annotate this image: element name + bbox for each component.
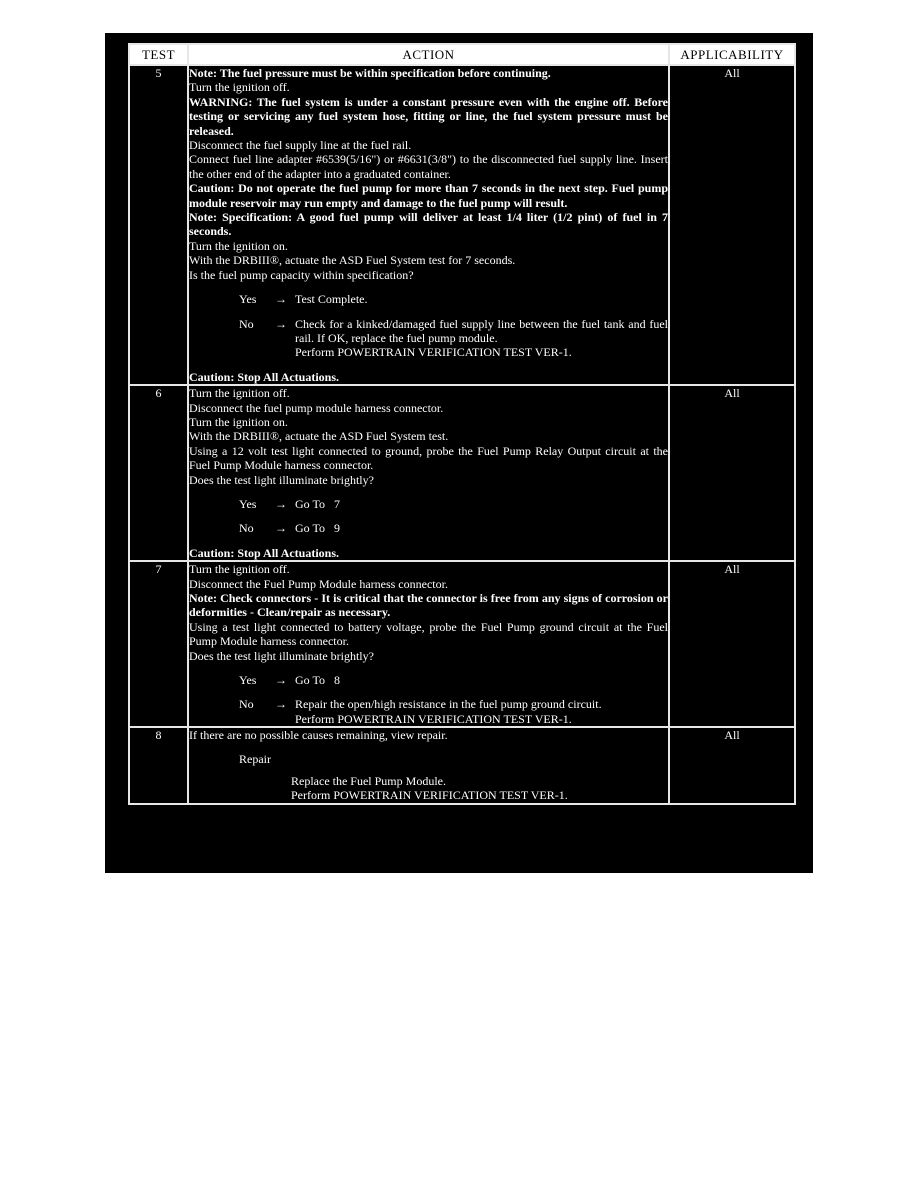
repair-label: Repair bbox=[239, 751, 271, 766]
action-line: Turn the ignition on. bbox=[189, 238, 288, 253]
action-line: With the DRBIII®, actuate the ASD Fuel System test for 7 seconds. bbox=[189, 253, 516, 268]
action-line: Using a 12 volt test light connected to ground, probe the Fuel Pump Relay Output circuit at the Fuel Pump Module harness connector. bbox=[189, 443, 668, 473]
table-row-test-8 bbox=[129, 727, 795, 804]
yes-result: Go To 7 bbox=[295, 496, 340, 511]
header-action: ACTION bbox=[188, 44, 669, 65]
verification-text: Perform POWERTRAIN VERIFICATION TEST VER-1. bbox=[295, 345, 572, 360]
question-line: Is the fuel pump capacity within specification? bbox=[189, 267, 414, 282]
action-line: Note: The fuel pressure must be within specification before continuing. bbox=[189, 66, 551, 80]
action-line: Disconnect the Fuel Pump Module harness connector. bbox=[189, 576, 448, 591]
action-cell bbox=[188, 727, 669, 804]
no-result bbox=[295, 697, 668, 726]
applicability-value: All bbox=[669, 727, 795, 804]
test-number: 7 bbox=[129, 561, 188, 727]
action-cell bbox=[188, 385, 669, 561]
action-line: Connect fuel line adapter #6539(5/16") or #6631(3/8") to the disconnected fuel supply line. Insert the other end of the adapter into a graduated container. bbox=[189, 152, 668, 181]
yes-label: Yes bbox=[239, 496, 257, 511]
table-row-test-6 bbox=[129, 385, 795, 561]
yes-choice bbox=[189, 497, 668, 511]
question-line: Does the test light illuminate brightly? bbox=[189, 472, 374, 487]
arrow-right-icon: → bbox=[275, 316, 287, 331]
no-label: No bbox=[239, 697, 254, 712]
no-choice bbox=[189, 697, 668, 726]
action-line: Turn the ignition on. bbox=[189, 414, 288, 429]
no-result: Go To 9 bbox=[295, 521, 340, 536]
action-line: Turn the ignition off. bbox=[189, 562, 290, 577]
table-header-row bbox=[129, 44, 795, 65]
action-line: Turn the ignition off. bbox=[189, 386, 290, 401]
header-applicability: APPLICABILITY bbox=[669, 44, 795, 65]
test-number: 5 bbox=[129, 65, 188, 385]
action-line: Disconnect the fuel supply line at the fuel rail. bbox=[189, 138, 412, 153]
test-number: 6 bbox=[129, 385, 188, 561]
no-result-text: Repair the open/high resistance in the fuel pump ground circuit. bbox=[295, 697, 602, 712]
action-cell bbox=[188, 65, 669, 385]
caution-stop-actuations: Caution: Stop All Actuations. bbox=[189, 369, 340, 384]
arrow-right-icon: → bbox=[275, 292, 287, 307]
action-cell bbox=[188, 561, 669, 727]
yes-choice bbox=[189, 292, 668, 306]
diagnostic-test-table bbox=[128, 43, 796, 805]
no-label: No bbox=[239, 521, 254, 536]
scanned-page bbox=[105, 33, 813, 873]
question-line: Does the test light illuminate brightly? bbox=[189, 648, 374, 663]
yes-choice bbox=[189, 673, 668, 687]
action-line: Turn the ignition off. bbox=[189, 80, 290, 95]
verification-text: Perform POWERTRAIN VERIFICATION TEST VER-1. bbox=[295, 711, 572, 726]
arrow-right-icon: → bbox=[275, 697, 287, 712]
table-row-test-7 bbox=[129, 561, 795, 727]
action-line: Using a test light connected to battery voltage, probe the Fuel Pump ground circuit at the Fuel Pump Module harness connector. bbox=[189, 619, 668, 649]
no-choice bbox=[189, 521, 668, 535]
no-result-text: Check for a kinked/damaged fuel supply line between the fuel tank and fuel rail. If OK, replace the fuel pump module. bbox=[295, 316, 668, 345]
yes-label: Yes bbox=[239, 673, 257, 688]
caution-stop-actuations: Caution: Stop All Actuations. bbox=[189, 545, 340, 560]
repair-step: Perform POWERTRAIN VERIFICATION TEST VER-1. bbox=[291, 788, 568, 803]
action-line: Disconnect the fuel pump module harness connector. bbox=[189, 400, 444, 415]
arrow-right-icon: → bbox=[275, 673, 287, 688]
table-row-test-5 bbox=[129, 65, 795, 385]
action-line: If there are no possible causes remaining, view repair. bbox=[189, 728, 448, 743]
repair-step: Replace the Fuel Pump Module. bbox=[291, 774, 446, 789]
no-label: No bbox=[239, 316, 254, 331]
arrow-right-icon: → bbox=[275, 521, 287, 536]
arrow-right-icon: → bbox=[275, 496, 287, 511]
header-test: TEST bbox=[129, 44, 188, 65]
yes-result: Test Complete. bbox=[295, 292, 368, 307]
note-line: Note: Specification: A good fuel pump will deliver at least 1/4 liter (1/2 pint) of fuel in 7 seconds. bbox=[189, 210, 668, 239]
applicability-value: All bbox=[669, 561, 795, 727]
action-line: With the DRBIII®, actuate the ASD Fuel System test. bbox=[189, 429, 449, 444]
caution-line: Caution: Do not operate the fuel pump for more than 7 seconds in the next step. Fuel pump module reservoir may run empty and damage to the fuel pump will result. bbox=[189, 181, 668, 210]
yes-label: Yes bbox=[239, 292, 257, 307]
yes-result: Go To 8 bbox=[295, 673, 340, 688]
no-result bbox=[295, 317, 668, 360]
no-choice bbox=[189, 317, 668, 360]
test-number: 8 bbox=[129, 727, 188, 804]
applicability-value: All bbox=[669, 65, 795, 385]
repair-steps bbox=[189, 774, 668, 803]
applicability-value: All bbox=[669, 385, 795, 561]
note-line: Note: Check connectors - It is critical that the connector is free from any signs of corrosion or deformities - Clean/repair as necessary. bbox=[189, 591, 668, 620]
warning-line: WARNING: The fuel system is under a constant pressure even with the engine off. Before testing or servicing any fuel system hose, fitting or line, the fuel system pressure must be released. bbox=[189, 94, 668, 138]
